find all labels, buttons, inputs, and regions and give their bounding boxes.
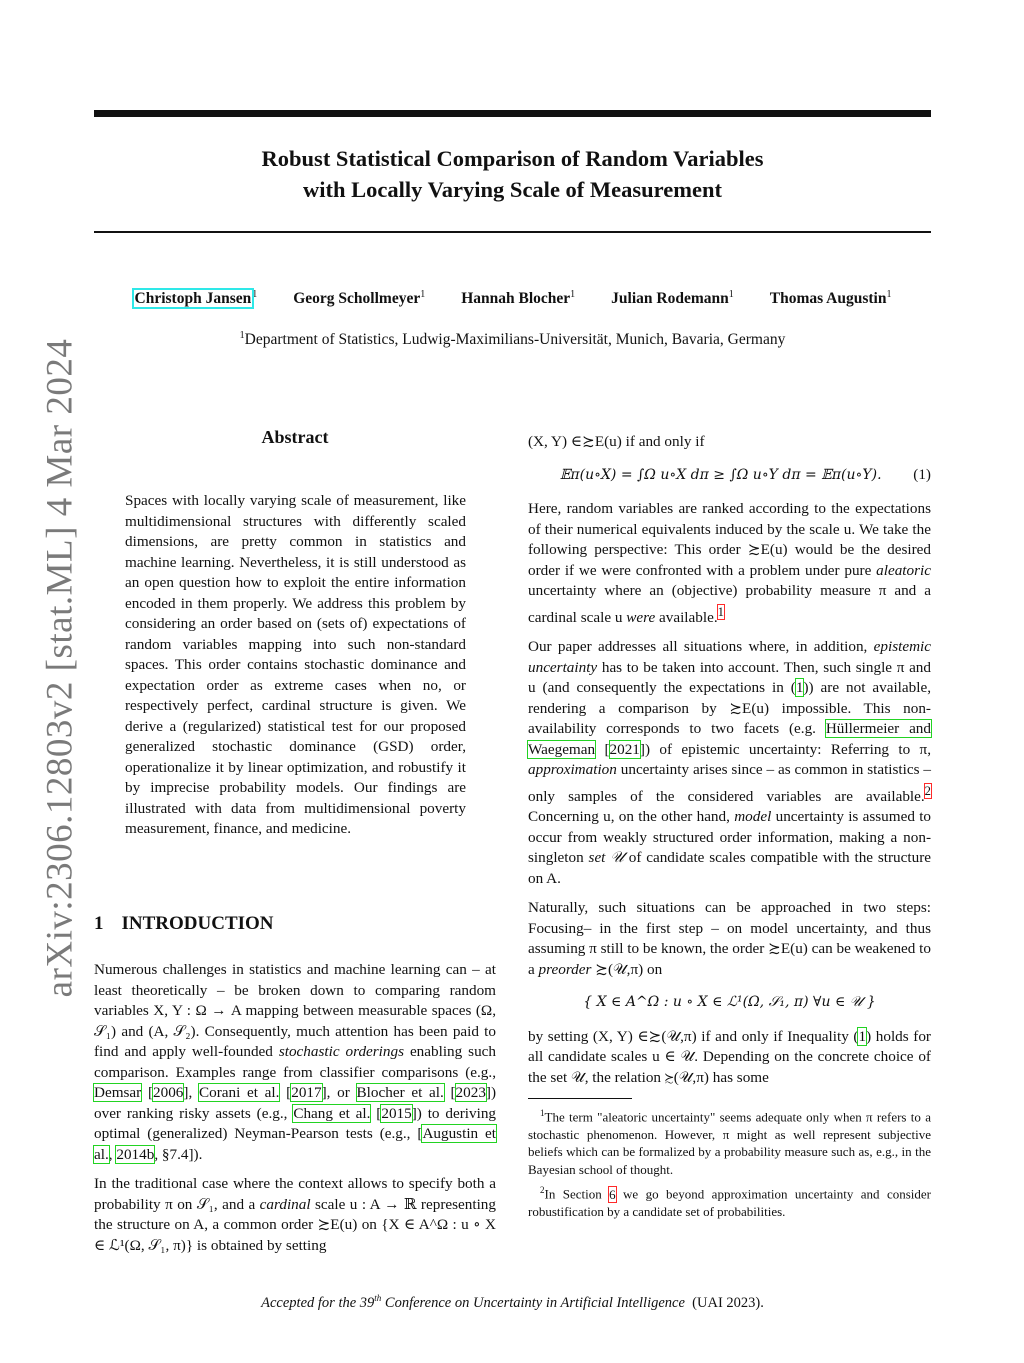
citation-link[interactable]: Demsar (94, 1084, 142, 1101)
citation-link[interactable]: Hüllermeier and Waegeman (528, 720, 931, 758)
footnote-link[interactable]: 2 (924, 783, 931, 798)
author: Hannah Blocher$^1$ (461, 289, 576, 308)
abstract-heading: Abstract (261, 427, 329, 447)
equation-1: 𝔼π(u∘X) = ∫Ω u∘X dπ ≥ ∫Ω u∘Y dπ = 𝔼π(u∘Y). (1) (528, 465, 931, 486)
affiliation: $^1$Department of Statistics, Ludwig-Maximilians-Universität, Munich, Bavaria, Germany (239, 330, 786, 349)
title-line-2: with Locally Varying Scale of Measurement (303, 177, 722, 202)
citation-link[interactable]: 2021 (609, 740, 640, 758)
citation-link[interactable]: Corani et al. (198, 1084, 280, 1101)
body-paragraph: by setting (X, Y) ∈≿(𝒰,π) if and only if Inequality (1) holds for all candidate scales u ∈ 𝒰. Depending on the concrete choice of the set 𝒰, the relation ≿(𝒰,π) has some (528, 1027, 931, 1086)
intro-column (94, 960, 496, 1265)
footnote-1: $^1$The term "aleatoric uncertainty" seems adequate only when π refers to a stochastic phenomenon. However, π might as well represent subjective beliefs which can be formalized by a probability measure such as, e.g., in the Bayesian school of thought. (528, 1108, 931, 1177)
citation-link[interactable]: 2023 (455, 1084, 486, 1101)
citation-link[interactable]: 2014b (116, 1145, 155, 1163)
equation-link[interactable]: 1 (795, 679, 804, 697)
body-paragraph: Here, random variables are ranked according to the expectations of their numerical equivalents induced by the scale u. We take the following perspective: This order ≿E(u) would be the desired order if we were confronted with a problem under pure aleatoric uncertainty where an (objective) probability measure π and a cardinal scale u were available.$^1$ (528, 500, 931, 626)
citation-link[interactable]: 2017 (291, 1084, 322, 1101)
footnote-link[interactable]: 1 (717, 604, 724, 619)
author: Thomas Augustin$^1$ (769, 289, 892, 308)
author[interactable]: Christoph Jansen$^1$ (134, 289, 258, 308)
title-line-1: Robust Statistical Comparison of Random Variables (261, 146, 764, 171)
equation-number: (1) (913, 465, 931, 483)
author: Julian Rodemann$^1$ (611, 289, 734, 308)
author-list (94, 289, 931, 308)
footnote-rule (528, 1098, 632, 1099)
top-rule (94, 110, 931, 117)
abstract-body (125, 491, 466, 849)
iff-line: (X, Y) ∈≿E(u) if and only if (528, 433, 705, 450)
footnotes (528, 1105, 931, 1221)
page-footer: Accepted for the 39th Conference on Uncertainty in Artificial Intelligence (UAI 2023). (261, 1293, 764, 1311)
equation-link[interactable]: 1 (858, 1027, 867, 1045)
body-paragraph: Naturally, such situations can be approached in two steps: Focusing– in the first step – on model uncertainty, and thus assuming π still to be known, the order ≿E(u) can be weakened to a preorder ≿(𝒰,π) on (528, 899, 931, 978)
intro-paragraph: In the traditional case where the context allows to specify both a probability π on 𝒮₁, and a cardinal scale u : A → ℝ representing the structure on A, a common order ≿E(u) on {X ∈ A^Ω : u ∘ X ∈ ℒ¹(Ω, 𝒮₁, π)} is obtained by setting (94, 1175, 496, 1254)
citation-link[interactable]: Augustin et al. (94, 1125, 496, 1163)
section-link[interactable]: 6 (609, 1186, 616, 1202)
body-paragraph: Our paper addresses all situations where, in addition, epistemic uncertainty has to be taken into account. Then, such single π and u (and consequently the expectations in (1)) are not available, rendering a comparison by ≿E(u) impossible. This non-availability corresponds to two facets (e.g. Hüllermeier and Waegeman [2021]) of epistemic uncertainty: Referring to π, approximation uncertainty arises since – as common in statistics – only samples of the considered variables are available.$^2$ Concerning u, on the other hand, model uncertainty is assumed to occur from weakly structured order information, making a non-singleton set 𝒰 of candidate scales compatible with the structure on A. (528, 638, 932, 887)
intro-paragraph: Numerous challenges in statistics and machine learning can – at least theoretically – be broken down to comparing random variables X, Y : Ω → A mapping between measurable spaces (Ω, 𝒮₁) and (A, 𝒮₂). Consequently, much attention has been paid to find and apply well-founded stochastic orderings enabling such comparison. Examples range from classifier comparisons (e.g., Demsar [2006], Corani et al. [2017], or Blocher et al. [2023]) over ranking risky assets (e.g., Chang et al. [2015]) to deriving optimal (generalized) Neyman-Pearson tests (e.g., [Augustin et al., 2014b, §7.4]). (94, 961, 497, 1163)
arxiv-stamp: arXiv:2306.12803v2 [stat.ML] 4 Mar 2024 (39, 338, 81, 998)
author: Georg Schollmeyer$^1$ (293, 289, 426, 308)
citation-link[interactable]: Chang et al. (293, 1104, 371, 1122)
author-link[interactable]: Christoph Jansen (134, 290, 252, 308)
set-equation: { X ∈ A^Ω : u ∘ X ∈ ℒ¹(Ω, 𝒮₁, π) ∀u ∈ 𝒰 } (583, 994, 876, 1011)
paper-title (94, 143, 931, 205)
citation-link[interactable]: 2006 (153, 1084, 184, 1101)
abstract-text: Spaces with locally varying scale of measurement, like multidimensional structures with differently scaled dimensions, are pretty common in statistics and machine learning. Nevertheless, it is still understood as an open question how to exploit the entire information encoded in them properly. We address this problem by considering an order based on (sets of) expectations of random variables mapping into such non-standard spaces. This order contains stochastic dominance and expectation order as extreme cases when no, or respectively perfect, cardinal structure is given. We derive a (regularized) statistical test for our proposed generalized stochastic dominance (GSD) order, operationalize it by linear optimization, and robustify it by imprecise probability models. Our findings are illustrated with data from multidimensional poverty measurement, finance, and medicine. (125, 492, 466, 837)
right-column (528, 432, 931, 1225)
footnote-2: $^2$In Section 6 we go beyond approximation uncertainty and consider robustification by a candidate set of probabilities. (528, 1185, 932, 1220)
citation-link[interactable]: 2015 (381, 1104, 412, 1122)
title-rule (94, 231, 931, 233)
section-heading: 1 INTRODUCTION (94, 913, 274, 934)
citation-link[interactable]: Blocher et al. (356, 1084, 444, 1101)
